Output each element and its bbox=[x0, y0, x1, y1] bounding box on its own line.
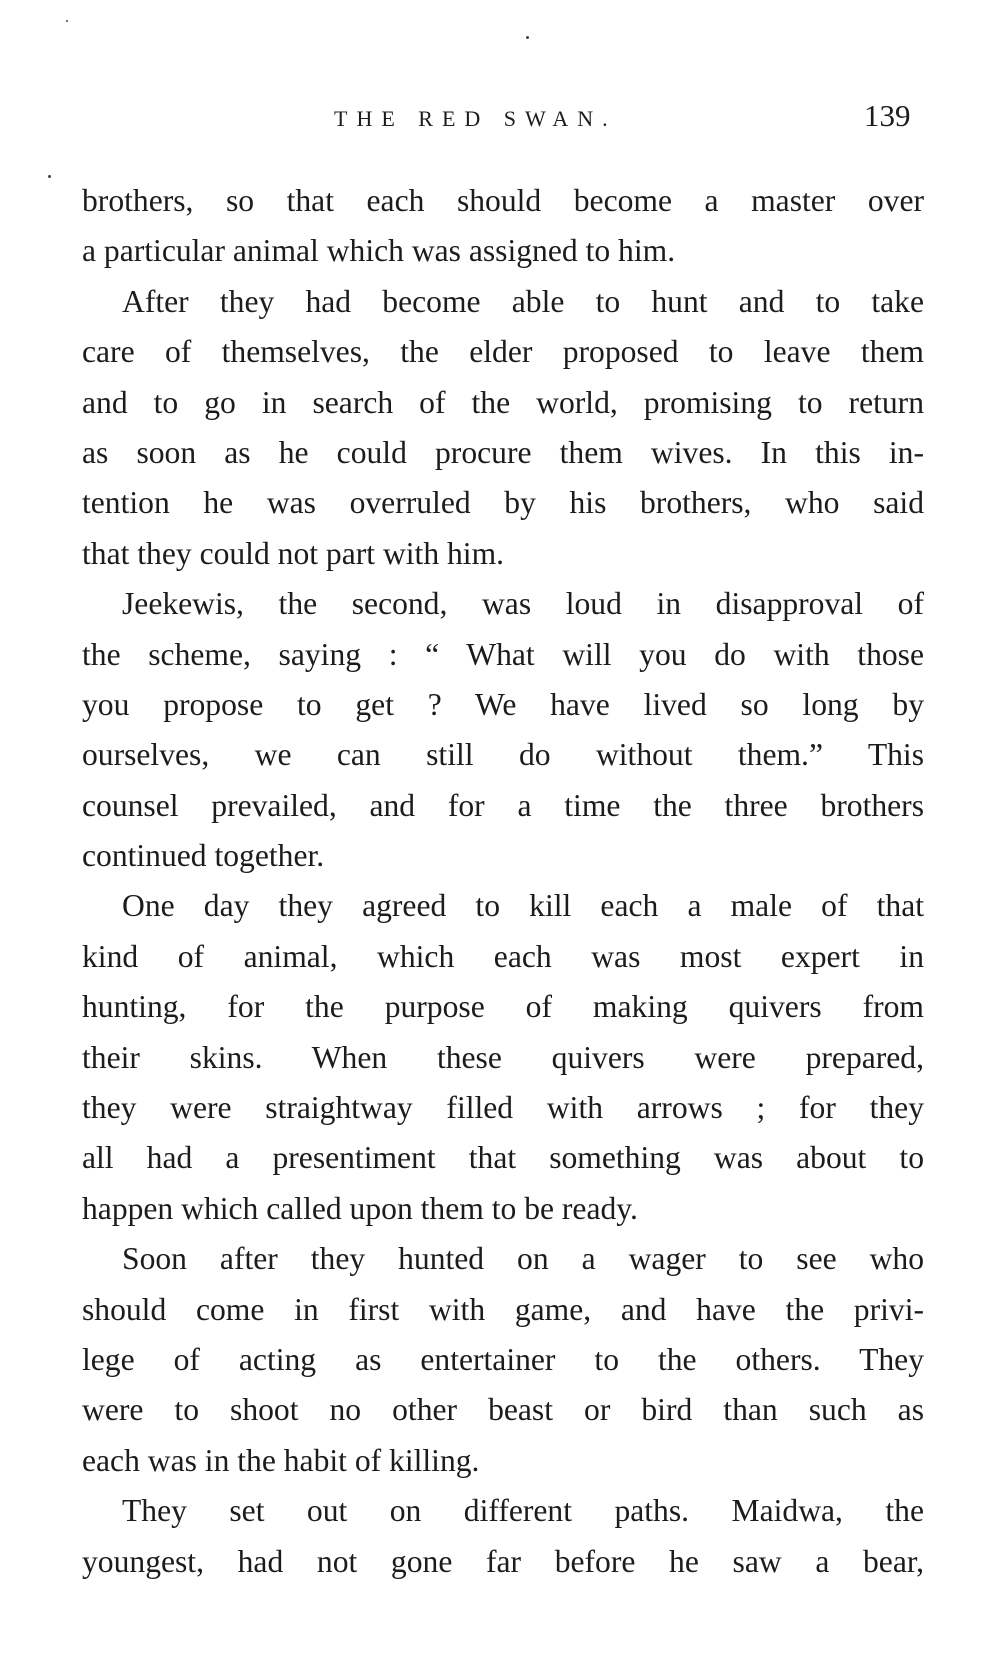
text-line: care of themselves, the elder proposed to leave them bbox=[82, 334, 924, 370]
text-line: After they had become able to hunt and to take bbox=[122, 283, 924, 319]
paragraph-1 bbox=[82, 176, 924, 277]
text-line: their skins. When these quivers were prepared, bbox=[82, 1039, 924, 1075]
text-line: continued together. bbox=[82, 838, 325, 874]
text-line: and to go in search of the world, promising to return bbox=[82, 384, 924, 420]
running-head bbox=[0, 98, 1000, 138]
page-number: 139 bbox=[864, 98, 911, 133]
text-line: you propose to get ? We have lived so long by bbox=[82, 686, 924, 722]
text-line: that they could not part with him. bbox=[82, 535, 505, 571]
scan-speck bbox=[66, 20, 68, 22]
paragraph-5 bbox=[82, 1234, 924, 1486]
paragraph-6 bbox=[82, 1486, 924, 1587]
text-line: One day they agreed to kill each a male of that bbox=[122, 888, 924, 924]
text-line: They set out on different paths. Maidwa, the bbox=[122, 1493, 924, 1529]
scan-speck bbox=[48, 175, 51, 178]
text-line: hunting, for the purpose of making quivers from bbox=[82, 989, 924, 1025]
paragraph-4 bbox=[82, 881, 924, 1234]
text-line: a particular animal which was assigned to him. bbox=[82, 233, 676, 269]
text-line: brothers, so that each should become a master over bbox=[82, 183, 924, 218]
text-line: lege of acting as entertainer to the others. They bbox=[82, 1341, 924, 1377]
body-text bbox=[82, 176, 924, 1587]
text-line: all had a presentiment that something was about to bbox=[82, 1140, 924, 1176]
text-line: they were straightway filled with arrows ; for they bbox=[82, 1090, 924, 1126]
text-line: each was in the habit of killing. bbox=[82, 1442, 480, 1478]
text-line: were to shoot no other beast or bird than such as bbox=[82, 1392, 924, 1428]
text-line: as soon as he could procure them wives. In this in- bbox=[82, 434, 924, 470]
text-line: the scheme, saying : “ What will you do with those bbox=[82, 636, 924, 672]
text-line: youngest, had not gone far before he saw a bear, bbox=[82, 1543, 924, 1579]
text-line: should come in first with game, and have the privi- bbox=[82, 1291, 924, 1327]
paragraph-3 bbox=[82, 579, 924, 881]
scan-speck bbox=[526, 36, 529, 39]
text-line: Jeekewis, the second, was loud in disapproval of bbox=[122, 586, 924, 622]
paragraph-2 bbox=[82, 277, 924, 579]
text-line: ourselves, we can still do without them.” This bbox=[82, 737, 924, 773]
text-line: happen which called upon them to be ready. bbox=[82, 1190, 638, 1226]
text-line: counsel prevailed, and for a time the three brothers bbox=[82, 787, 924, 823]
text-line: Soon after they hunted on a wager to see who bbox=[122, 1241, 924, 1277]
text-line: tention he was overruled by his brothers, who said bbox=[82, 485, 924, 521]
text-line: kind of animal, which each was most expert in bbox=[82, 938, 924, 974]
running-title: THE RED SWAN. bbox=[334, 106, 617, 131]
